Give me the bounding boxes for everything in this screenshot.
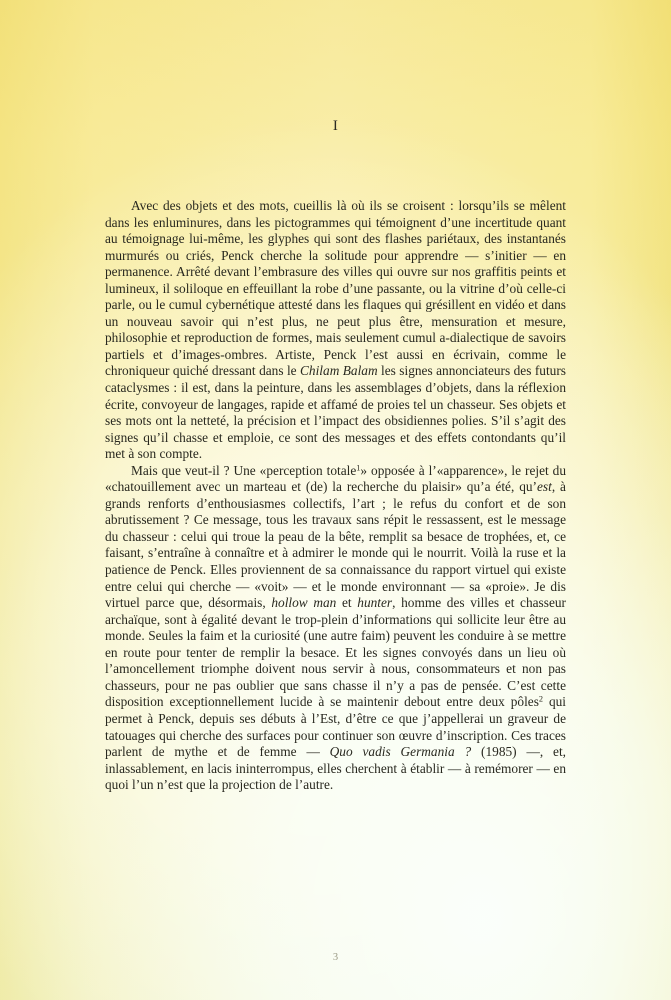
italic-title: hunter	[357, 595, 393, 611]
italic-title: hollow man	[271, 595, 337, 611]
italic-title: Quo vadis Germania ?	[329, 744, 472, 760]
body-text-block	[105, 198, 566, 794]
footnote-marker: 1	[356, 463, 361, 473]
page-number: 3	[332, 952, 339, 963]
paragraph-1: Avec des objets et des mots, cueillis là où ils se croisent : lorsqu’ils se mêlent dans les enluminures, dans les pictogrammes qui témoignent d’une incertitude quant au témoignage lui-même, les glyphes qui sont des flashes pariétaux, des instantanés murmurés ou criés, Penck cherche la solitude pour apprendre — s’initier — en permanence. Arrêté devant l’embrasure des villes qui ouvre sur nos graffitis peints et lumineux, il soliloque en effeuillant la robe d’une passante, ou la vitrine d’où celle-ci parle, ou le cumul cybernétique attesté dans les flaques qui grésillent en vidéo et dans un nouveau savoir qui n’est plus, ne peut plus être, mensuration et mesure, philosophie et reproduction de formes, mais seulement cumul a-dialectique de savoirs partiels et d’images-ombres. Artiste, Penck l’est aussi en écrivain, comme le chroniqueur quiché dressant dans le Chilam Balam les signes annonciateurs des futurs cataclysmes : il est, dans la peinture, dans les assemblages d’objets, dans la réflexion écrite, convoyeur de langages, rapide et affamé de proies tel un chasseur. Ses objets et ses mots ont la netteté, la précision et l’impact des obsidiennes polies. S’il s’agit des signes qu’il chasse et emploie, ce sont des messages et des effets contondants qu’il met à son compte.	[105, 198, 566, 462]
paragraph-2: Mais que veut-il ? Une «perception totale$^1$» opposée à l’«apparence», le rejet du «chatouillement avec un marteau et (de) la recherche du plaisir» qu’a été, qu’est, à grands renforts d’enthousiasmes collectifs, l’art ; le refus du confort et de son abrutissement ? Ce message, tous les travaux sans répit le ressassent, est le message du chasseur : celui qui troue la peau de la bête, remplit sa besace de trophées, et, ce faisant, s’entraîne à connaître et à admirer le monde qui le nourrit. Voilà la ruse et la patience de Penck. Elles proviennent de sa connaissance du rapport virtuel qui existe entre celui qui cherche — «voit» — et le monde environnant — sa «proie». Je dis virtuel parce que, désormais, hollow man et hunter, homme des villes et chasseur archaïque, sont à égalité devant le trop-plein d’informations qui sollicite leur être au monde. Seules la faim et la curiosité (une autre faim) peuvent les conduire à se mettre en route pour tenter de remplir la besace. Et les signes convoyés dans un lieu où l’amoncellement triomphe doivent nous servir à nous, consommateurs et non pas chasseurs, pour ne pas oublier que sans chasse il n’y a pas de pensée. C’est cette disposition exceptionnellement lucide à se maintenir debout entre deux pôles$^2$ qui permet à Penck, depuis ses débuts à l’Est, d’être ce que j’appellerai un graveur de tatouages qui cherche des surfaces pour continuer son œuvre d’inscription. Ces traces parlent de mythe et de femme — Quo vadis Germania ? (1985) —, et, inlassablement, en lacis ininterrompus, elles cherchent à établir — à remémorer — en quoi l’un n’est que la projection de l’autre.	[105, 462, 567, 793]
italic-title: Chilam Balam	[300, 363, 378, 379]
section-number-heading: I	[332, 118, 339, 134]
italic-title: est	[536, 479, 552, 495]
footnote-marker: 2	[538, 695, 544, 705]
